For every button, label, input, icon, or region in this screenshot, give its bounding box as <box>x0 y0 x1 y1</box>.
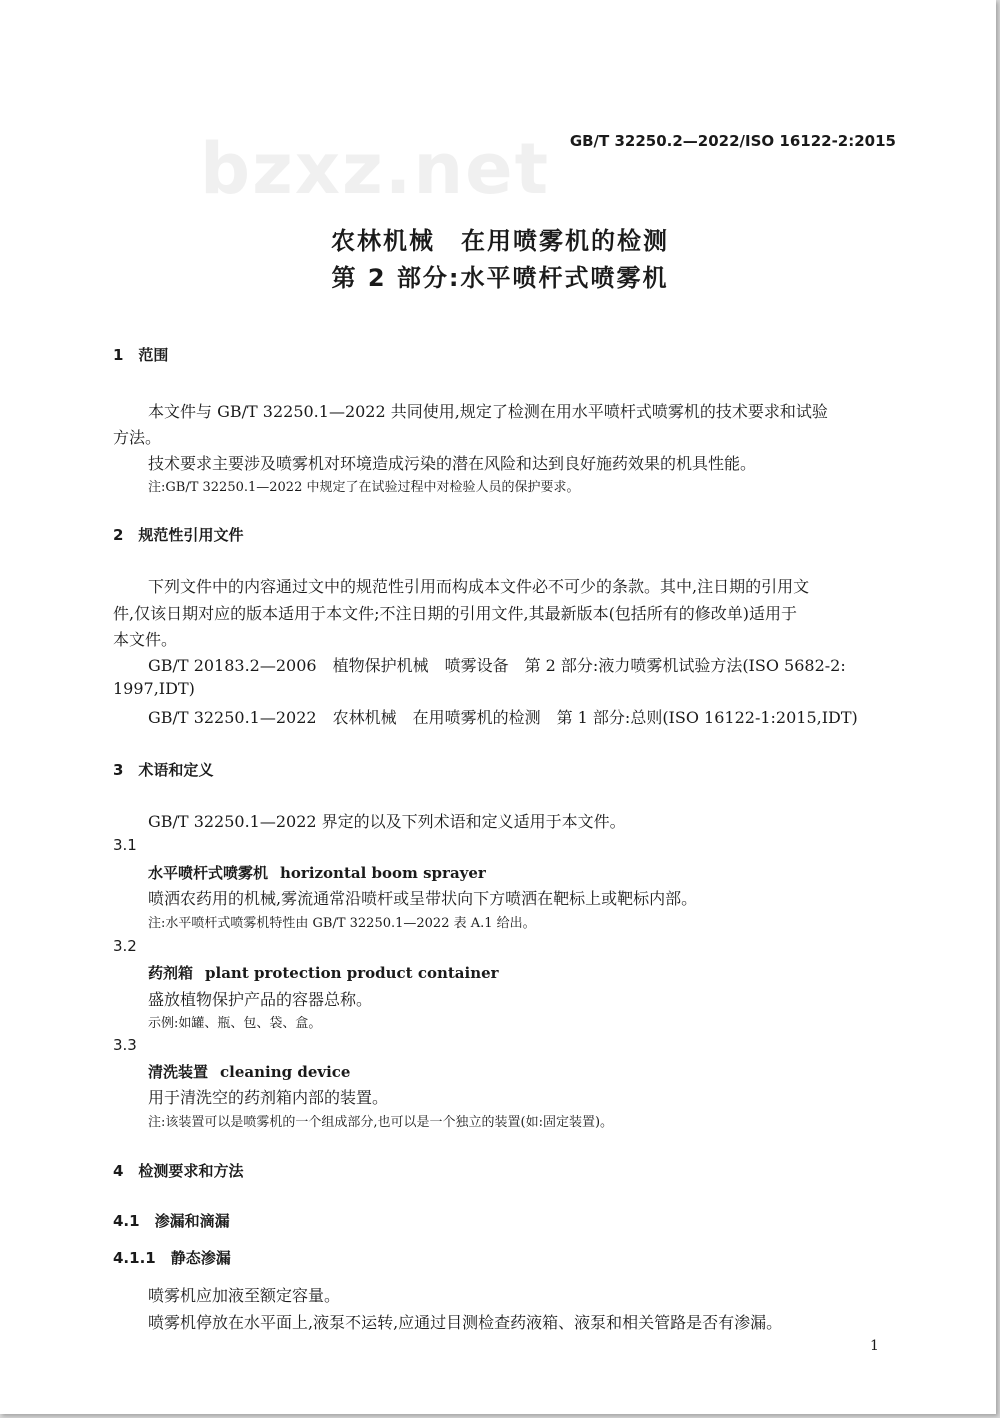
note: 注:GB/T 32250.1—2022 中规定了在试验过程中对检验人员的保护要求。 <box>148 480 580 495</box>
paragraph: 喷雾机应加液至额定容量。 <box>148 1286 341 1305</box>
term-number: 3.2 <box>113 937 137 955</box>
paragraph: 方法。 <box>113 428 162 447</box>
title-line-1: 农林机械 在用喷雾机的检测 <box>331 227 669 255</box>
term-definition: 盛放植物保护产品的容器总称。 <box>148 990 373 1009</box>
example: 示例:如罐、瓶、包、袋、盒。 <box>148 1016 322 1031</box>
page-number: 1 <box>870 1338 879 1354</box>
term-definition: 用于清洗空的药剂箱内部的装置。 <box>148 1088 389 1107</box>
reference-entry: 1997,IDT) <box>113 679 195 698</box>
paragraph: 技术要求主要涉及喷雾机对环境造成污染的潜在风险和达到良好施药效果的机具性能。 <box>148 454 757 473</box>
term-number: 3.3 <box>113 1036 137 1054</box>
term-english: plant protection product container <box>205 964 499 982</box>
term-number: 3.1 <box>113 836 137 854</box>
section-2-heading: 2 规范性引用文件 <box>113 526 244 544</box>
watermark: bzxz.net <box>200 128 551 210</box>
paragraph: GB/T 32250.1—2022 界定的以及下列术语和定义适用于本文件。 <box>148 812 626 831</box>
term-english: horizontal boom sprayer <box>280 864 486 882</box>
reference-entry: GB/T 32250.1—2022 农林机械 在用喷雾机的检测 第 1 部分:总则(ISO 16122-1:2015,IDT) <box>148 708 858 727</box>
term-chinese: 药剂箱 <box>148 964 194 982</box>
section-4-1-heading: 4.1 渗漏和滴漏 <box>113 1212 230 1230</box>
paragraph: 本文件与 GB/T 32250.1—2022 共同使用,规定了检测在用水平喷杆式喷雾机的技术要求和试验 <box>148 402 828 421</box>
term-title <box>148 1061 350 1082</box>
note: 注:水平喷杆式喷雾机特性由 GB/T 32250.1—2022 表 A.1 给出。 <box>148 916 536 931</box>
section-4-1-1-heading: 4.1.1 静态渗漏 <box>113 1249 231 1267</box>
term-chinese: 清洗装置 <box>148 1063 209 1081</box>
reference-entry: GB/T 20183.2—2006 植物保护机械 喷雾设备 第 2 部分:液力喷雾机试验方法(ISO 5682-2: <box>148 656 846 675</box>
term-title <box>148 862 486 883</box>
paragraph: 件,仅该日期对应的版本适用于本文件;不注日期的引用文件,其最新版本(包括所有的修改单)适用于 <box>113 604 798 623</box>
section-1-heading: 1 范围 <box>113 346 169 364</box>
term-definition: 喷洒农药用的机械,雾流通常沿喷杆或呈带状向下方喷洒在靶标上或靶标内部。 <box>148 889 698 908</box>
note: 注:该装置可以是喷雾机的一个组成部分,也可以是一个独立的装置(如:固定装置)。 <box>148 1115 614 1130</box>
section-4-heading: 4 检测要求和方法 <box>113 1162 244 1180</box>
term-chinese: 水平喷杆式喷雾机 <box>148 864 269 882</box>
term-title <box>148 962 499 983</box>
paragraph: 本文件。 <box>113 630 178 649</box>
section-3-heading: 3 术语和定义 <box>113 761 214 779</box>
paragraph: 喷雾机停放在水平面上,液泵不运转,应通过目测检查药液箱、液泵和相关管路是否有渗漏。 <box>148 1313 783 1332</box>
paragraph: 下列文件中的内容通过文中的规范性引用而构成本文件必不可少的条款。其中,注日期的引用文 <box>148 577 810 596</box>
title-line-2: 第 2 部分:水平喷杆式喷雾机 <box>331 264 669 292</box>
standard-number: GB/T 32250.2—2022/ISO 16122-2:2015 <box>569 132 896 150</box>
term-english: cleaning device <box>220 1063 351 1081</box>
